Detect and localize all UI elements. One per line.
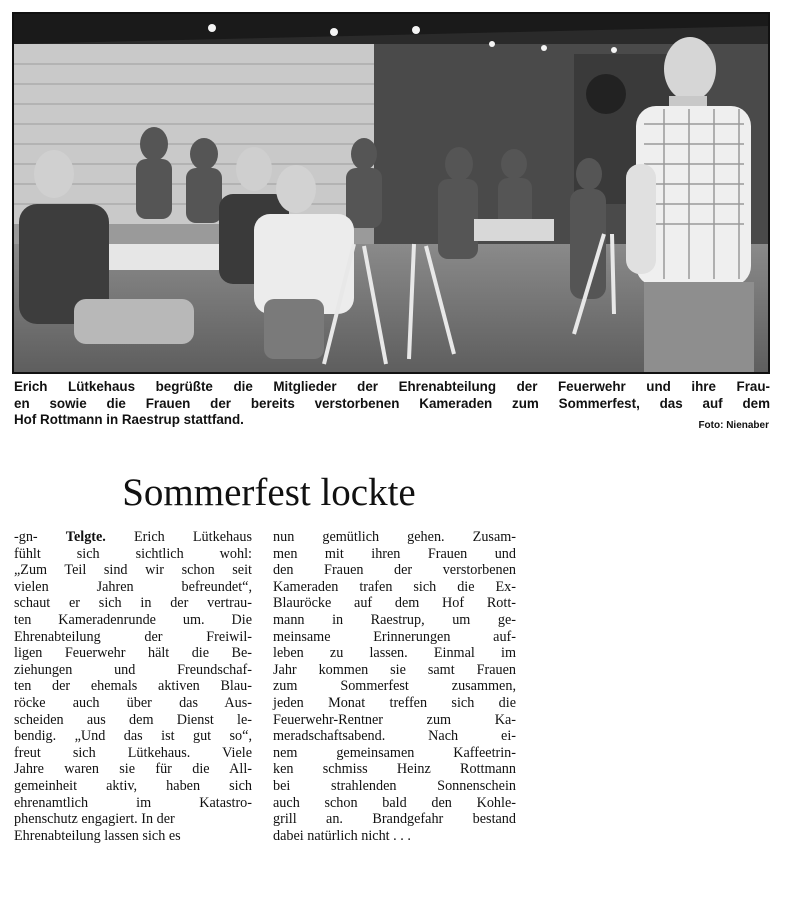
article-line: mann in Raestrup, um ge- [273,611,516,628]
article-line: nem gemeinsamen Kaffeetrin- [273,744,516,761]
article-headline: Sommerfest lockte [122,471,416,514]
article-line: schaut er sich in der vertrau- [14,595,252,612]
article-line: meinsame Erinnerungen auf- [273,628,516,645]
article-line: men mit ihren Frauen und [273,545,516,562]
article-line: ken schmiss Heinz Rottmann [273,761,516,778]
article-line: ten der ehemals aktiven Blau- [14,678,252,695]
article-line: jeden Monat treffen sich die [273,694,516,711]
photo-illustration [14,14,768,372]
article-line: scheiden aus dem Dienst le- [14,711,252,728]
article-line: ehrenamtlich im Katastro- [14,794,252,811]
article-line: Kameraden trafen sich die Ex- [273,578,516,595]
article-line: röcke auch über das Aus- [14,694,252,711]
article-line: ligen Feuerwehr hält die Be- [14,645,252,662]
article-line: Ehrenabteilung lassen sich es [14,827,181,844]
article-line: gemeinheit aktiv, haben sich [14,777,252,794]
article-line: grill an. Brandgefahr bestand [273,811,516,828]
news-photo [12,12,770,374]
article-column-1 [14,529,252,844]
article-line: Blauröcke auf dem Hof Rott- [273,595,516,612]
article-line: „Zum Teil sind wir schon seit [14,562,252,579]
article-line: fühlt sich sichtlich wohl: [14,545,252,562]
article-line: nun gemütlich gehen. Zusam- [273,529,516,545]
article-line: leben zu lassen. Einmal im [273,645,516,662]
article-line: den Frauen der verstorbenen [273,562,516,579]
caption-line: Erich Lütkehaus begrüßte die Mitglieder der Ehrenabteilung der Feuerwehr und ihre Frau- [14,379,770,394]
article-line: zum Sommerfest zusammen, [273,678,516,695]
photo-caption [14,377,770,427]
article-line: Ehrenabteilung der Freiwil- [14,628,252,645]
article-line: dabei natürlich nicht . . . [273,827,411,844]
article-line: ten Kameradenrunde um. Die [14,611,252,628]
caption-line: en sowie die Frauen der bereits verstorbenen Kameraden zum Sommerfest, das auf dem [14,395,770,411]
article-column-2 [273,529,516,844]
article-line: bei strahlenden Sonnenschein [273,777,516,794]
article-line: Feuerwehr-Rentner zum Ka- [273,711,516,728]
article-line: Jahr kommen sie samt Frauen [273,661,516,678]
article-first-line [14,529,252,546]
dateline: Telgte. [65,529,106,545]
article-line: phenschutz engagiert. In der [14,811,175,828]
article-line: Jahre waren sie für die All- [14,761,252,778]
article-text: Erich Lütkehaus [134,529,252,545]
article-line: auch schon bald den Kohle- [273,794,516,811]
photo-credit: Foto: Nienaber [698,420,769,431]
article-line: freut sich Lütkehaus. Viele [14,744,252,761]
article-line: meradschaftsabend. Nach ei- [273,728,516,745]
caption-line: Hof Rottmann in Raestrup stattfand. [14,412,244,428]
article-line: bendig. „Und das ist gut so“, [14,728,252,745]
article-line: ziehungen und Freundschaf- [14,661,252,678]
byline: -gn- [14,529,38,545]
article-line: vielen Jahren befreundet“, [14,578,252,595]
